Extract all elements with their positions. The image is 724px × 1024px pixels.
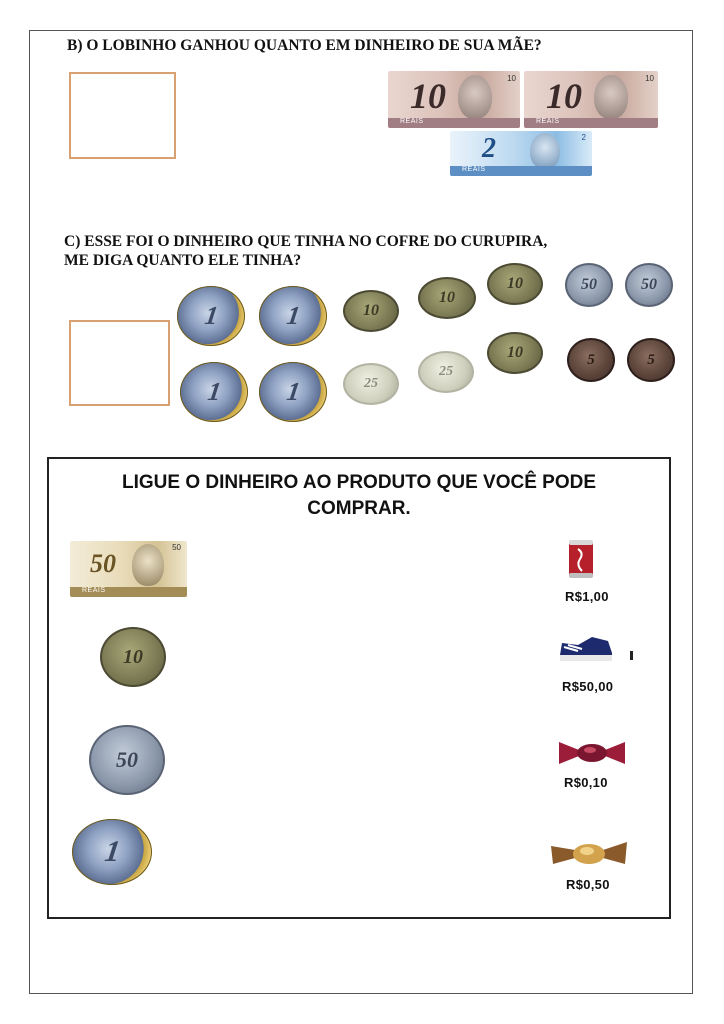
coin-10-centavos: 10 [487, 263, 543, 305]
coin-50-centavos: 50 [565, 263, 613, 307]
bill-50-reais[interactable]: 50 50 REAIS [70, 541, 187, 597]
coin-5-centavos: 5 [627, 338, 675, 382]
coin-50-centavos: 50 [625, 263, 673, 307]
stray-mark [630, 651, 633, 660]
coin-10-centavos: 10 [487, 332, 543, 374]
sneaker-icon[interactable] [556, 633, 614, 665]
coin-10-centavos: 10 [343, 290, 399, 332]
coin-1-real: 1 [177, 286, 245, 346]
bill-10-reais: 10 10 REAIS [524, 71, 658, 128]
price-label: R$1,00 [565, 589, 609, 604]
candy-icon[interactable] [557, 738, 627, 768]
coin-1-real[interactable]: 1 [72, 819, 152, 885]
coin-10-centavos: 10 [418, 277, 476, 319]
matching-title-line2: COMPRAR. [307, 498, 411, 519]
coin-1-real: 1 [259, 362, 327, 422]
question-b-title: B) O LOBINHO GANHOU QUANTO EM DINHEIRO DE SUA MÃE? [67, 37, 542, 54]
soda-can-icon[interactable] [566, 537, 596, 581]
coin-1-real: 1 [259, 286, 327, 346]
answer-box-c[interactable] [69, 320, 170, 406]
question-c-title-line2: ME DIGA QUANTO ELE TINHA? [64, 252, 302, 269]
coin-5-centavos: 5 [567, 338, 615, 382]
coin-50-centavos[interactable]: 50 [89, 725, 165, 795]
price-label: R$0,50 [566, 877, 610, 892]
bill-2-reais: 2 2 REAIS [450, 131, 592, 176]
wrapped-candy-icon[interactable] [549, 838, 629, 868]
price-label: R$0,10 [564, 775, 608, 790]
matching-title-line1: LIGUE O DINHEIRO AO PRODUTO QUE VOCÊ PODE [122, 472, 596, 493]
bill-10-reais: 10 10 REAIS [388, 71, 520, 128]
coin-10-centavos[interactable]: 10 [100, 627, 166, 687]
coin-25-centavos: 25 [343, 363, 399, 405]
question-c-title-line1: C) ESSE FOI O DINHEIRO QUE TINHA NO COFRE DO CURUPIRA, [64, 233, 548, 250]
coin-1-real: 1 [180, 362, 248, 422]
coin-25-centavos: 25 [418, 351, 474, 393]
price-label: R$50,00 [562, 679, 614, 694]
answer-box-b[interactable] [69, 72, 176, 159]
